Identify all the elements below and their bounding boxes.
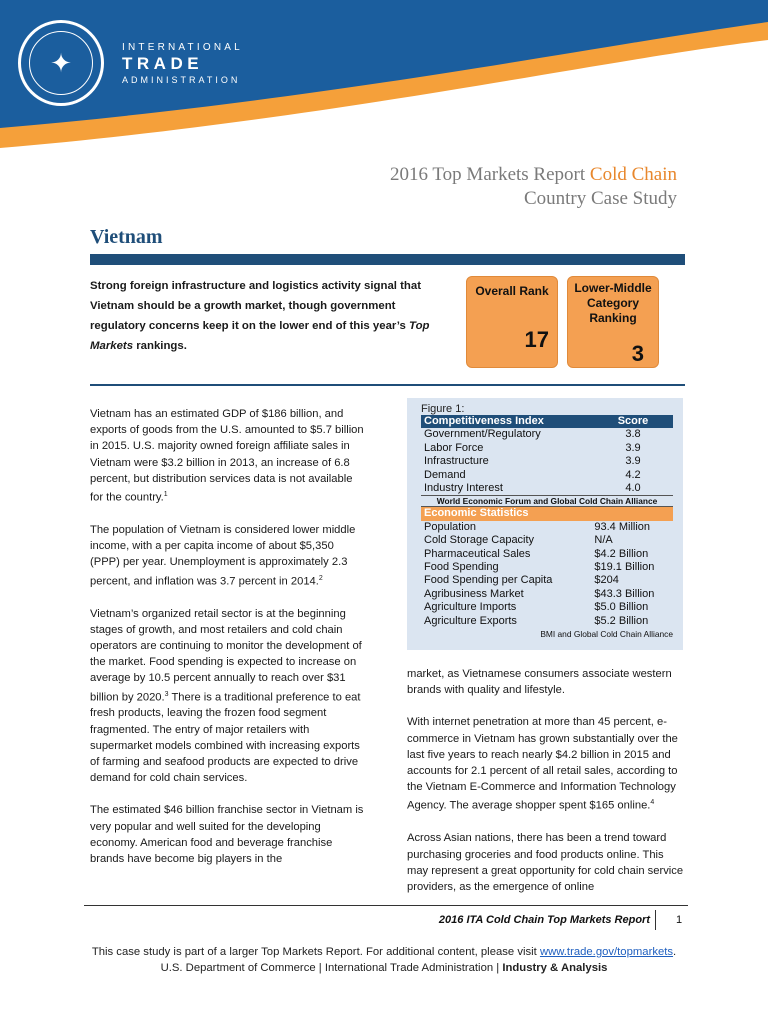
table-row <box>421 428 673 441</box>
intro-summary <box>90 276 450 356</box>
paragraph <box>90 802 365 867</box>
ita-logo <box>122 42 243 85</box>
logo-line-international: INTERNATIONAL <box>122 42 243 53</box>
row-value: 3.8 <box>625 428 641 441</box>
footnote-ref: 3 <box>164 690 169 698</box>
paragraph <box>407 830 687 895</box>
table-row <box>421 534 673 547</box>
footer-rule <box>84 905 688 906</box>
country-heading: Vietnam <box>90 226 163 248</box>
right-column <box>407 666 687 911</box>
paragraph-text: The population of Vietnam is considered lower middle income, with a per capita income of about $5,350 (PPP) per year. Unemployment is approximately 2.3 percent, and inflation was 3.7 percent in 2014. <box>90 523 356 588</box>
row-value: 3.9 <box>625 441 641 454</box>
footer-separator <box>655 910 656 930</box>
paragraph-text: Vietnam’s organized retail sector is at the beginning stages of growth, and most retailers and cold chain operators are continuing to monitor the development of the market. Food spending is expected to increase on average by 10.5 percent annually to reach over $31 billion by 2020. <box>90 607 362 704</box>
row-label: Labor Force <box>424 441 484 454</box>
paragraph <box>407 714 687 814</box>
row-label: Agriculture Exports <box>424 614 517 627</box>
table-row <box>421 455 673 468</box>
paragraph <box>90 606 365 787</box>
paragraph-text: Vietnam has an estimated GDP of $186 billion, and exports of goods from the U.S. amounted to $5.7 billion in 2015. U.S. majority owned foreign affiliate sales in Vietnam were $3.2 billion in 2013, an increase of 6.8 percent, but distribution services data is not available for the country. <box>90 408 364 504</box>
intro-part2: rankings. <box>133 340 187 352</box>
competitiveness-source: World Economic Forum and Global Cold Chain Alliance <box>421 495 673 507</box>
footnote-ref: 1 <box>163 491 168 499</box>
row-value: $19.1 Billion <box>594 561 655 574</box>
table-row <box>421 482 673 495</box>
footer-org-text: U.S. Department of Commerce | International Trade Administration | <box>160 962 503 974</box>
heading-rule <box>90 254 685 265</box>
row-value: $5.0 Billion <box>594 601 649 614</box>
table-header-row <box>421 415 673 428</box>
paragraph-tail: There is a traditional preference to eat fresh products, leaving the frozen food segment fragmented. The entry of major retailers with supermarket models combined with increasing exports of farming and seafood products are expected to drive demand for cold chain services. <box>90 691 361 785</box>
row-value: 3.9 <box>625 455 641 468</box>
row-value: 93.4 Million <box>594 520 651 533</box>
row-value: 4.0 <box>625 482 641 495</box>
report-subtitle: Country Case Study <box>523 188 677 209</box>
header-banner <box>0 0 768 160</box>
table-row <box>421 548 673 561</box>
economic-table <box>421 507 673 628</box>
paragraph <box>407 666 687 698</box>
overall-rank-label: Overall Rank <box>475 284 549 298</box>
intro-part1: Strong foreign infrastructure and logistics activity signal that Vietnam should be a growth market, though government regulatory concerns keep it on the lower end of this year’s <box>90 280 422 332</box>
header-cell: Competitiveness Index <box>421 415 590 428</box>
header-cell: Economic Statistics <box>421 507 673 520</box>
overall-rank-box <box>466 276 558 368</box>
report-title-accent: Cold Chain <box>589 164 677 185</box>
paragraph-text: The estimated $46 billion franchise sector in Vietnam is very popular and well suited for the developing economy. American food and beverage franchise brands have become big players in the <box>90 804 364 866</box>
row-label: Pharmaceutical Sales <box>424 547 531 560</box>
row-value: 4.2 <box>625 468 641 481</box>
table-row <box>421 469 673 482</box>
row-label: Cold Storage Capacity <box>424 534 535 547</box>
left-column <box>90 406 365 883</box>
footnote-ref: 4 <box>650 799 655 807</box>
header-cell: Score <box>590 415 673 428</box>
row-value: $43.3 Billion <box>594 587 655 600</box>
logo-line-administration: ADMINISTRATION <box>122 75 241 85</box>
row-value: $204 <box>594 574 619 587</box>
economic-source: BMI and Global Cold Chain Alliance <box>540 629 673 640</box>
table-header-row <box>421 507 673 520</box>
paragraph <box>90 522 365 590</box>
row-label: Industry Interest <box>424 482 503 495</box>
row-label: Agriculture Imports <box>424 601 517 614</box>
row-label: Government/Regulatory <box>424 428 541 441</box>
figure-title: Figure 1: <box>421 403 465 415</box>
report-title <box>390 164 677 186</box>
footer-note-prefix: This case study is part of a larger Top Markets Report. For additional content, please visit <box>91 946 540 958</box>
row-label: Agribusiness Market <box>424 587 524 600</box>
row-label: Food Spending per Capita <box>424 574 553 587</box>
table-row <box>421 521 673 534</box>
row-label: Population <box>424 520 476 533</box>
paragraph-text: With internet penetration at more than 45 percent, e-commerce in Vietnam has grown substantially over the last five years to reach nearly $4.2 billion in 2015 and accounts for 2.1 percent of all retail sales, according to the Vietnam E-Commerce and Information Technology Agency. The average shopper spent $165 online. <box>407 716 678 813</box>
footer-note-suffix: . <box>673 946 677 958</box>
table-row <box>421 615 673 628</box>
competitiveness-table <box>421 415 673 495</box>
footer-org-bold: Industry & Analysis <box>502 962 608 974</box>
footer-organization <box>0 962 768 974</box>
report-title-prefix: 2016 Top Markets Report <box>389 164 590 185</box>
footnote-ref: 2 <box>318 574 323 582</box>
paragraph-text: market, as Vietnamese consumers associate western brands with quality and lifestyle. <box>407 668 672 697</box>
figure-1 <box>407 398 683 650</box>
row-label: Food Spending <box>424 561 499 574</box>
table-row <box>421 601 673 614</box>
category-rank-box <box>567 276 659 368</box>
paragraph <box>90 406 365 506</box>
page-number: 1 <box>676 914 683 926</box>
footer-report-title: 2016 ITA Cold Chain Top Markets Report <box>438 914 650 926</box>
table-row <box>421 588 673 601</box>
topmarkets-link[interactable]: www.trade.gov/topmarkets <box>539 946 674 958</box>
row-value: $5.2 Billion <box>594 614 649 627</box>
row-label: Demand <box>424 468 466 481</box>
intro-italic: Top Markets <box>90 320 430 352</box>
category-rank-label: Lower-Middle Category Ranking <box>574 281 652 325</box>
eagle-icon: ✦ <box>29 31 93 95</box>
section-divider <box>90 384 685 386</box>
row-value: N/A <box>594 534 613 547</box>
footer-note <box>0 946 768 958</box>
table-row <box>421 561 673 574</box>
table-row <box>421 574 673 587</box>
category-rank-value: 3 <box>631 341 644 366</box>
row-value: $4.2 Billion <box>594 547 649 560</box>
row-label: Infrastructure <box>424 455 489 468</box>
commerce-seal-icon <box>18 20 104 106</box>
logo-line-trade: TRADE <box>122 54 204 73</box>
overall-rank-value: 17 <box>524 327 549 352</box>
paragraph-text: Across Asian nations, there has been a trend toward purchasing groceries and food products online. This may represent a great opportunity for cold chain service providers, as the emergence of online <box>407 832 684 893</box>
table-row <box>421 442 673 455</box>
